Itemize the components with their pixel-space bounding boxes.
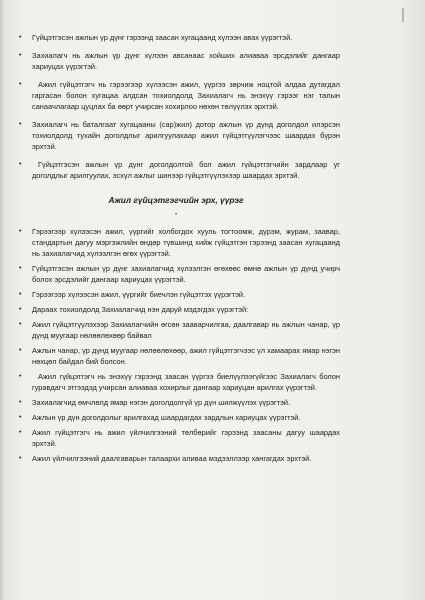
document-body (12, 32, 340, 468)
section-client-duties (12, 32, 340, 181)
heading-dot: • (174, 212, 178, 218)
bullet-icon: • (19, 306, 22, 313)
bullet-icon: • (19, 161, 22, 168)
list-item (12, 159, 340, 181)
list-item (12, 79, 340, 112)
bullet-icon: • (19, 81, 22, 88)
list-item-text: Ажлын чанар, үр дүнд муугаар нөлөөлөхөөр, ажил гүйцэтгэгчээс үл хамаарах ямар нэгэн нөхцөл байдал бий болсон. (32, 346, 340, 366)
bullet-icon: • (19, 291, 22, 298)
list-item-text: Ажил үйлчилгээний даалгаварын талаархи аливаа мэдээллээр хангагдах эрхтэй. (32, 454, 312, 463)
list-item (12, 32, 340, 43)
staple-mark (402, 8, 404, 22)
list-item (12, 289, 340, 300)
bullet-icon: • (19, 429, 22, 436)
list-item-text: Ажил гүйцэтгэгч нь энэхүү гэрээнд заасан үүргээ биелүүлээгүйгээс Захиалагч болон гуравдагч этгээдэд учирсан алиаваа хохирлыг дангаар хариуцан арилгах үүрэгтэй. (32, 372, 340, 392)
bullet-icon: • (19, 321, 22, 328)
list-item (12, 453, 340, 464)
list-item-text: Ажлын үр дүн доголдолыг арилгахад шаардагдах зардлын хариуцах үүрэгтэй. (32, 413, 301, 422)
list-item (12, 50, 340, 72)
list-item-text: Дараах тохиолдолд Захиалагчид нэн даруй мэдэгдэх үүрэгтэй: (32, 305, 249, 314)
list-item-text: Гүйцэтгэсэн ажлын үр дүнг захиалагчид хүлээлгэн өгөхөөс өмнө ажлын үр дүнд учирч болох эрсдэлийг дангаар хариуцах үүрэгтэй. (32, 264, 340, 284)
bullet-icon: • (19, 121, 22, 128)
bullet-icon: • (19, 52, 22, 59)
list-item-text: Ажил гүйцэтгэгч нь ажил үйлчилгээний төлбөрийг гэрээнд заасаны дагуу шаардах эрхтэй. (32, 428, 340, 448)
bullet-icon: • (19, 399, 22, 406)
bullet-icon: • (19, 347, 22, 354)
bullet-icon: • (19, 228, 22, 235)
list-item-text: Ажил гүйцэтгэгч нь гэрээгээр хүлээсэн ажил, үүргээ зөрчиж ноцтой алдаа дутагдал гаргасан болон хугацаа алдсан тохиолдолд Захиалагч нь энэхүү гэрээг нэг талын санаачлагаар цуцлах ба өөрт учирсан хохирлоо нөхөн төлүүлэх эрхтэй. (32, 80, 340, 111)
bullet-icon: • (19, 34, 22, 41)
list-item (12, 226, 340, 259)
list-item (12, 412, 340, 423)
list-item-text: Ажил гүйцэтгүүлэхээр Захиалагчийн өгсөн зааварчилгаа, даалгавар нь ажлын чанар, үр дүнд муугаар нөлөөлөхөөр байвал (32, 320, 340, 340)
list-item (12, 371, 340, 393)
page-edge-shadow (0, 0, 4, 600)
bullet-icon: • (19, 455, 22, 462)
list-item (12, 263, 340, 285)
list-item (12, 345, 340, 367)
list-item-text: Гэрээгээр хүлээсэн ажил, үүргийг холбогдох хууль тогтоомж, дүрэм, журам, заавар, стандартын дагуу мэргэжлийн өндөр түвшинд хийж гүйцэтгэн гэрээнд заасан хугацаанд нь захиалагчид хүлээлгэн өгөх үүрэгтэй. (32, 227, 340, 258)
list-item-text: Гүйцэтгэсэн ажлын үр дүнг гэрээнд заасан хугацаанд хүлээн авах үүрэгтэй. (32, 33, 293, 42)
bullet-icon: • (19, 265, 22, 272)
list-item (12, 397, 340, 408)
list-item-text: Гүйцэтгэсэн ажлын үр дүнг доголдолтой бол ажил гүйцэтгэгчийн зардлаар уг доголдлыг арилгуулах, эсхүл ажлыг шинээр гүйцэтгүүлэхээр шаардах эрхтэй. (32, 160, 340, 180)
list-item (12, 427, 340, 449)
list-item (12, 304, 340, 315)
list-item (12, 319, 340, 341)
section-heading: Ажил гүйцэтгэгчийн эрх, үүрэг (108, 195, 244, 205)
bullet-icon: • (19, 373, 22, 380)
list-item-text: Гэрээгээр хүлээсэн ажил, үүргийг биечлэн гүйцэтгэх үүрэгтэй. (32, 290, 246, 299)
list-item-text: Захиалагчид өмчлөлд ямар нэгэн доголдолгүй үр дүн шилжүүлэх үүрэгтэй. (32, 398, 291, 407)
list-item-text: Захиалагч нь баталгаат хугацааны (сар)жил) дотор ажлын үр дүнд доголдол илэрсэн тохиолдолд тухайн доголдлыг арилгуулахаар ажил гүйцэтгүүлэгчээс шаардах бүрэн эрхтэй. (32, 120, 340, 151)
list-item (12, 119, 340, 152)
section-contractor-rights (12, 226, 340, 464)
bullet-icon: • (19, 414, 22, 421)
list-item-text: Захиалагч нь ажлын үр дүнг хүлээн авсанаас хойших алиаваа эрсдэлийг дангаар хариуцах үүрэгтэй. (32, 51, 340, 71)
